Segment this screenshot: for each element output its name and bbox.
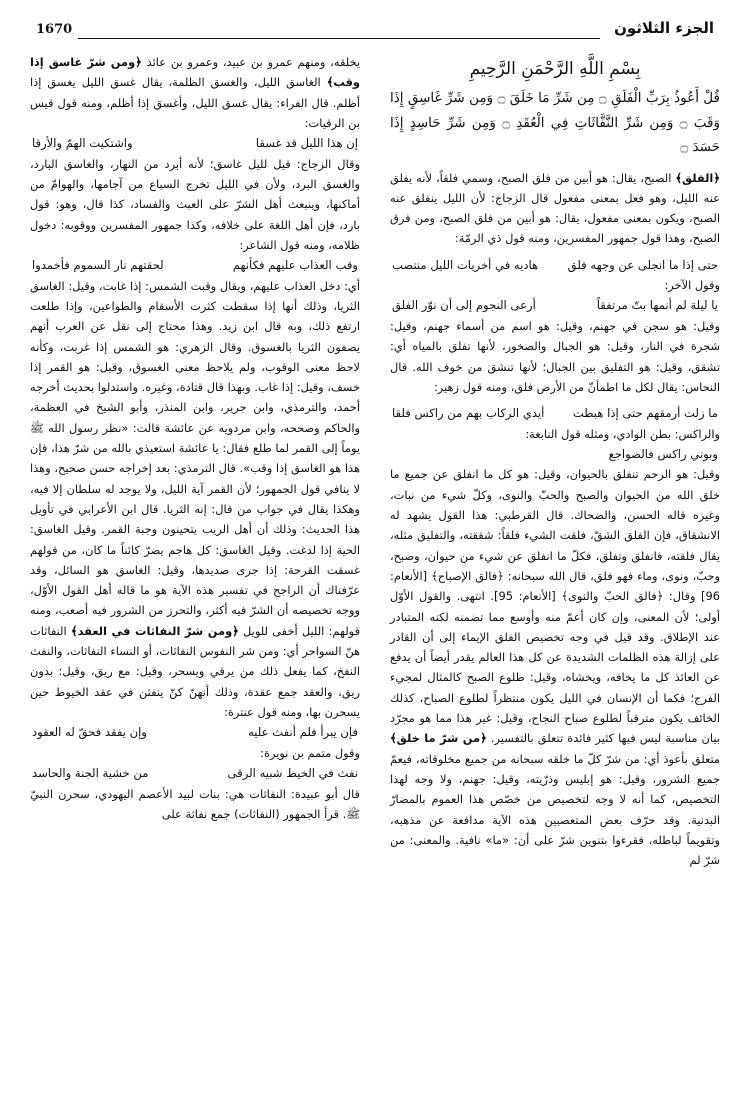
commentary-paragraph: وقال الزجاج: قيل لليل غاسق؛ لأنه أبرد من النهار، والغاسق البارد، والغسق البرد، ولأن في الليل تخرج السباع من آجامها، والهوامّ من أماكنها، وينبعث أهل الشرّ على العبث والفساد، كذا قال، وهو: قول بارد، فإن أهل اللغة على خلافه، وكذا جمهور المفسرين ووقوبه: دخول ظلامه، ومنه قول الشاعر: bbox=[30, 156, 360, 252]
paragraph-text: وقيل: هو الرحم تنفلق بالحيوان، وقيل: هو كل ما انفلق عن جميع ما خلق الله من الحيوان والصبح والحبّ والنوى، وكلّ شيء من نبات، وغيره قاله الحسن، والضحاك. قال القرطبي: هذا القول يشهد له الانشقاق، فإن الفلق الشقّ، فلقت الشيء فلقاً: شققته، والتفليق مثله، يقال فلقته، فانفلق وتفلق، فكلّ ما انفلق عن شيء من حيوان، وصبح، وحبّ، ونوى، وماء فهو فلق، قال الله سبحانه: ﴿فالق الإصباح﴾ [الأنعام: 96] وقال: ﴿فالق الحبّ والنوى﴾ [الأنعام: 95]. انتهى. والقول الأوّل أولى؛ لأن المعنى، وإن كان أعمّ منه وأوسع مما تضمنه لكنه المتبادر عند الإطلاق. وقد قيل في وجه تخصيص الفلق الإيماء إلى أن القادر على إزالة هذه الظلمات الشديدة عن كل هذا العالم يقدر أيضاً أن يدفع عن العائذ كل ما يخافه، ويخشاه، وقيل: طلوع الصبح كالمثال لمجيء الفرج؛ فكما أن الإنسان في الليل يكون منتظراً لطلوع الصباح، كذلك الخائف يكون مترقباً لطلوع صباح النجاح، وقيل: غير هذا مما هو مجرّد بيان مناسبة ليس فيها كثير فائدة تتعلق بالتفسير. bbox=[390, 467, 720, 746]
part-title: الجزء الثلاثون bbox=[614, 19, 714, 37]
lemma: ﴿ومن شرّ النفاثات في العقد﴾ bbox=[70, 623, 239, 638]
right-column bbox=[390, 52, 720, 870]
commentary-paragraph: قال أبو عبيدة: النفاثات هي: بنات لبيد الأعصم اليهودي، سحرن النبيّ ﷺ. قرأ الجمهور (النفاثات) جمع نفاثة على bbox=[30, 786, 360, 821]
poetry-line bbox=[390, 403, 720, 424]
poetry-line bbox=[390, 444, 720, 465]
hemistich-first: نفث في الخيط شبيه الرقى bbox=[227, 766, 358, 780]
commentary-paragraph: وقول متمم بن نويرة: bbox=[260, 745, 360, 760]
basmala: بِسْمِ اللَّهِ الرَّحْمَنِ الرَّحِيمِ bbox=[469, 59, 641, 79]
lemma: ﴿ومن شرّ غاسق إذا وقب﴾ bbox=[30, 55, 361, 90]
page-header bbox=[30, 18, 720, 46]
poetry-line bbox=[30, 722, 360, 743]
commentary-paragraph bbox=[30, 52, 360, 133]
hemistich-first: يا ليلة لم أنمها بتّ مرتفقاً bbox=[596, 298, 718, 313]
left-column bbox=[30, 52, 360, 824]
hemistich-second: أيدي الركاب بهم من راكس فلقا bbox=[392, 406, 545, 421]
hemistich-second: من خشية الجنة والحاسد bbox=[32, 766, 149, 780]
lemma: ﴿من شرّ ما خلق﴾ bbox=[390, 731, 487, 746]
hemistich-second: وإن يفقد فحقّ له العقود bbox=[32, 725, 147, 740]
poetry-line bbox=[30, 133, 360, 154]
paragraph-text: الغاسق الليل، والغسق الظلمة، يقال غسق الليل يغسق إذا أظلم. قال الفراء: يقال غسق الليل، وأغسق إذا أظلم، ومنه قول قيس بن الرقيات: bbox=[30, 75, 360, 130]
hemistich-first: وقب العذاب عليهم فكأنهم bbox=[232, 258, 358, 273]
paragraph-text: يخلقه، ومنهم عمرو بن عبيد، وعمرو بن عائذ bbox=[146, 55, 360, 69]
commentary-paragraph: وقيل: هو سجن في جهنم، وقيل: هو اسم من أسماء جهنم، وقيل: شجرة في النار، وقيل: هو الجبال والصخور، لأنها تفلق بالمياه أي: تشقق، وقيل: هو التفليق بين الجبال؛ لأنها تنشق من خوف الله. قال النحاس: يقال لكل ما اطمأنّ من الأرض فلق، ومنه قول زهير: bbox=[390, 318, 720, 394]
columns bbox=[30, 46, 720, 1106]
surah-verses: قُلْ أَعُوذُ بِرَبِّ الْفَلَقِ ۝ مِن شَرِّ مَا خَلَقَ ۝ وَمِن شَرِّ غَاسِقٍ إِذَا وَقَبَ ۝ وَمِن شَرِّ النَّفَّاثَاتِ فِي الْعُقَدِ ۝ وَمِن شَرِّ حَاسِدٍ إِذَا حَسَدَ ۝ bbox=[390, 90, 720, 155]
hemistich-first: إن هذا الليل قد غسقا bbox=[255, 136, 358, 151]
paragraph-text: متعلق بأعوذ أي: من شرّ كلّ ما خلقه سبحانه من جميع مخلوقاته، فيعمّ جميع الشرور، وقيل: هو إبليس وذرّيته، وقيل: جهنم، ولا وجه لهذا التخصيص، كما أنه لا وجه لتخصيص من خصّص هذا العموم بالمضارّ البدنية. وقد حرّف بعض المتعصبين هذه الآية مدافعة عن مذهبه، وتقويماً لباطله، فقرءوا بتنوين شرّ على أن: «ما» نافية. والمعنى: من شرّ لم bbox=[390, 751, 720, 868]
commentary-paragraph: وقول الآخر: bbox=[664, 278, 720, 293]
commentary-paragraph: والراكس: بطن الوادي، ومثله قول النابغة: bbox=[525, 426, 720, 441]
hemistich-second: هاديه في أخريات الليل منتصب bbox=[392, 257, 539, 272]
paragraph-text: النفاثات هنّ السواحر أي: ومن شر النفوس النفاثات، أو النساء النفاثات، والنفث النفخ، كما يفعل ذلك من يرقي ويسحر، وقيل: مع ريق، وقيل: بدون ريق، والعقد جمع عقدة، وذلك أنهنّ كنّ ينفثن في عقد الخيوط حين يسحرن بها، ومنه قول عنترة: bbox=[30, 623, 360, 719]
lemma: ﴿الفلق﴾ bbox=[675, 170, 720, 185]
hemistich-second: واشتكيت الهمّ والأرقا bbox=[32, 136, 133, 151]
commentary-paragraph bbox=[390, 168, 720, 249]
commentary-paragraph bbox=[390, 464, 720, 870]
header-rule bbox=[78, 38, 600, 39]
hemistich-first: فإن يبرأ فلم أنفث عليه bbox=[248, 725, 358, 740]
page-number: 1670 bbox=[36, 22, 73, 37]
poetry-line bbox=[30, 763, 360, 784]
hemistich-second: أرعى النجوم إلى أن نوّر الفلق bbox=[392, 298, 536, 313]
paragraph-text: الصبح، يقال: هو أبين من فلق الصبح، وسمي فلقاً، لأنه يفلق عنه الليل، وهو فعل بمعنى مفعول قال الزجاج: لأن الليل ينفلق عنه الصبح، ويكون بمعنى مفعول، يقال: هو أبين من فلق الصبح، ومن فرق الصبح، وهذا قول جمهور المفسرين، ومنه قول ذي الرمّة: bbox=[390, 170, 720, 246]
poetry-line bbox=[390, 255, 720, 276]
commentary-paragraph bbox=[30, 276, 360, 723]
poetry-line bbox=[390, 295, 720, 316]
hemistich-first: ما زلت أرمقهم حتى إذا هبطت bbox=[572, 406, 718, 421]
hemistich-first: حتى إذا ما انجلى عن وجهه فلق bbox=[567, 257, 718, 272]
hemistich-second: لحقتهم نار السموم فأخمدوا bbox=[32, 258, 164, 273]
paragraph-text: أي: دخل العذاب عليهم، ويقال وقبت الشمس: إذا غابت، وقيل: الغاسق الثريا، وذلك أنها إذا سقطت كثرت الأسقام والطواعين، وإذا طلعت ارتفع ذلك، وبه قال ابن زيد. وهذا محتاج إلى نقل عن العرب أنهم يصفون الثريا بالغسوق. وقال الزهري: هو الشمس إذا غربت، وكأنه لاحظ معنى الوقوب، ولم يلاحظ معنى الغسوق، وقيل: هو القمر إذا خسف، وقيل: إذا غاب. وبهذا قال قتادة، وغيره. واستدلوا بحديث أخرجه أحمد، والترمذي، وابن جرير، وابن المنذر، وأبو الشيخ في العظمة، والحاكم وصححه، وابن مردويه عن عائشة قالت: «نظر رسول الله ﷺ يوماً إلى القمر لما طلع فقال: يا عائشة استعيذي بالله من شرّ هذا، فإن هذا هو الغاسق إذا وقب». قال الترمذي: بعد إخراجه حسن صحيح، وهذا لا ينافي قول الجمهور؛ لأن القمر آية الليل، ولا يوجد له سلطان إلا فيه، وهكذا يقال في جواب من قال: إنه الثريا. قال ابن الأعرابي في تأويل هذا الحديث: وذلك أن أهل الريب يتحينون وجبة القمر. وقيل الغاسق: الحية إذا لدغت. وقيل الغاسق: كل هاجم يضرّ كائناً ما كان، من قولهم غسقت القرحة: إذا جرى صديدها، وقيل: الغاسق هو السائل، وقد عرّفناك أن الراجح في تفسير هذه الآية هو ما قاله أهل القول الأوّل، ووجه تخصيصه أن الشرّ فيه أكثر، والتحرز من الشرور فيه أصعب، ومنه قولهم: الليل أخفى للويل bbox=[30, 278, 361, 638]
poetry-line bbox=[30, 255, 360, 276]
hemistich-first: وبوني راكس فالضواجع bbox=[608, 446, 718, 461]
